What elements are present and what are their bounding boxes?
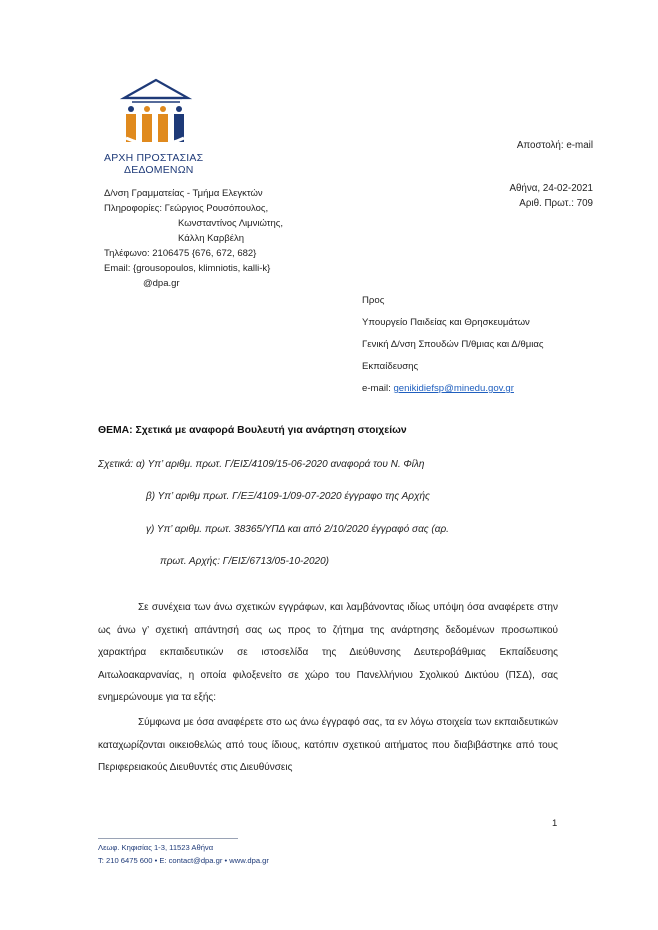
- body-paragraph-1: Σε συνέχεια των άνω σχετικών εγγράφων, και λαμβάνοντας ιδίως υπόψη όσα αναφέρετε στην ως άνω γ’ σχετική απάντησή σας ως προς το ζήτημα της ανάρτησης δεδομένων προσωπικού χαρακτήρα εκπαιδευτικών σε ιστοσελίδα της Διεύθυνσης Δευτεροβάθμιας Εκπαίδευσης Αιτωλοακαρνανίας, η οποία φιλοξενείτο σε χώρο του Πανελλήνιου Σχολικού Δικτύου (ΠΣΔ), σας ενημερώνουμε για τα εξής:: [98, 602, 558, 704]
- recipient-email-row: [362, 378, 544, 400]
- recipient-email-label: e-mail:: [362, 383, 394, 394]
- footer-divider: [98, 838, 238, 839]
- recipient-line3: Εκπαίδευσης: [362, 361, 419, 372]
- footer-contact: Τ: 210 6475 600 • E: contact@dpa.gr • www.dpa.gr: [98, 856, 269, 865]
- reference-c-line1: γ) Υπ’ αριθμ. πρωτ. 38365/ΥΠΔ και από 2/10/2020 έγγραφό σας (αρ.: [146, 524, 449, 535]
- recipient-block: [362, 290, 544, 400]
- logo-roof: [124, 80, 188, 98]
- body-paragraph-2: Σύμφωνα με όσα αναφέρετε στο ως άνω έγγραφό σας, τα εν λόγω στοιχεία των εκπαιδευτικών καταχωρίζονται οικειοθελώς από τους ίδιους, κατόπιν σχετικού αιτήματος που διαβιβάστηκε από τους Περιφερειακούς Διευθυντές στις Διευθύνσεις: [98, 717, 558, 774]
- recipient-email-link[interactable]: genikidiefsp@minedu.gov.gr: [393, 383, 514, 394]
- subject-heading: ΘΕΜΑ: Σχετικά με αναφορά Βουλευτή για ανάρτηση στοιχείων: [98, 425, 407, 436]
- sender-email-line1: Email: {grousopoulos, klimniotis, kalli-k}: [104, 263, 271, 274]
- document-date: Αθήνα, 24-02-2021: [509, 183, 593, 194]
- footer-address: Λεωφ. Κηφισίας 1-3, 11523 Αθήνα: [98, 843, 214, 852]
- protocol-number: Αριθ. Πρωτ.: 709: [519, 198, 593, 209]
- logo-text-line1: ΑΡΧΗ ΠΡΟΣΤΑΣΙΑΣ: [104, 152, 204, 164]
- sender-phone: Τηλέφωνο: 2106475 {676, 672, 682}: [104, 248, 257, 259]
- recipient-line2: Γενική Δ/νση Σπουδών Π/θμιας και Δ/θμιας: [362, 339, 544, 350]
- sender-department: Δ/νση Γραμματείας - Τμήμα Ελεγκτών: [104, 188, 263, 199]
- page-number: 1: [552, 818, 558, 829]
- reference-a: Σχετικά: α) Υπ’ αριθμ. πρωτ. Γ/ΕΙΣ/4109/15-06-2020 αναφορά του Ν. Φίλη: [98, 459, 425, 470]
- dispatch-method: Αποστολή: e-mail: [516, 140, 593, 151]
- logo-text-line2: ΔΕΔΟΜΕΝΩΝ: [124, 164, 194, 176]
- dpa-logo-icon: [116, 78, 196, 148]
- recipient-line1: Υπουργείο Παιδείας και Θρησκευμάτων: [362, 317, 530, 328]
- sender-info-name3: Κάλλη Καρβέλη: [178, 233, 244, 244]
- sender-info-name2: Κωνσταντίνος Λιμνιώτης,: [178, 218, 284, 229]
- reference-c-line2: πρωτ. Αρχής: Γ/ΕΙΣ/6713/05-10-2020): [160, 556, 329, 567]
- recipient-to: Προς: [362, 295, 385, 306]
- sender-info-label: Πληροφορίες: Γεώργιος Ρουσόπουλος,: [104, 203, 269, 214]
- sender-email-line2: @dpa.gr: [143, 278, 180, 289]
- reference-b: β) Υπ’ αριθμ πρωτ. Γ/ΕΞ/4109-1/09-07-2020 έγγραφο της Αρχής: [146, 491, 430, 502]
